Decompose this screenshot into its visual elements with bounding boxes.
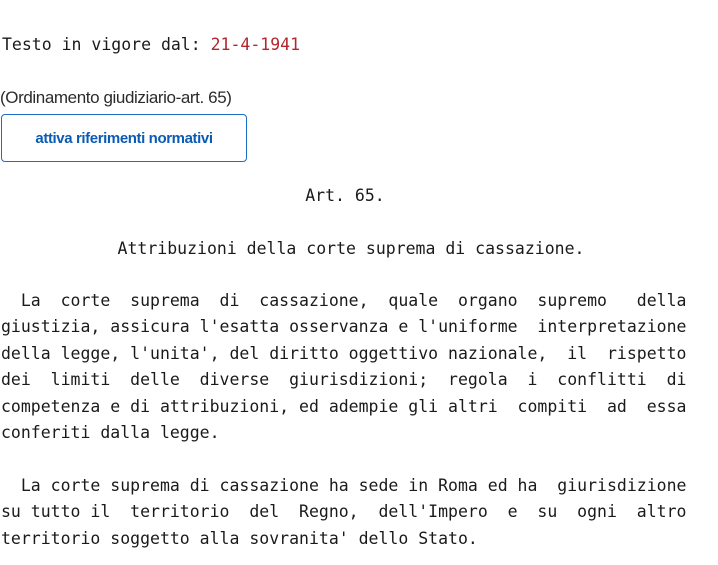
- activate-references-button[interactable]: attiva riferimenti normativi: [1, 114, 247, 162]
- paragraph-line: della legge, l'unita', del diritto oggettivo nazionale, il rispetto: [1, 343, 687, 363]
- paragraph-line: La corte suprema di cassazione ha sede in Roma ed ha giurisdizione: [1, 476, 687, 495]
- paragraph-line: competenza e di attribuzioni, ed adempie gli altri compiti ad essa: [1, 396, 687, 416]
- article-number: Art. 65.: [305, 186, 385, 205]
- paragraph-line: dei limiti delle diverse giurisdizioni; regola i conflitti di: [1, 370, 687, 390]
- in-force-date: 21-4-1941: [210, 35, 301, 54]
- in-force-label: Testo in vigore dal:: [2, 35, 211, 54]
- paragraph-line: territorio soggetto alla sovranita' dello Stato.: [1, 528, 478, 548]
- paragraph-line: conferiti dalla legge.: [1, 422, 220, 442]
- paragraph-line: su tutto il territorio del Regno, dell'Impero e su ogni altro: [1, 502, 687, 522]
- paragraph-line: giustizia, assicura l'esatta osservanza e l'uniforme interpretazione: [1, 317, 687, 337]
- article-paragraph-1: [1, 290, 702, 448]
- article-rubric: Attribuzioni della corte suprema di cassazione.: [117, 239, 585, 258]
- paragraph-line: La corte suprema di cassazione, quale organo supremo della: [1, 291, 687, 310]
- article-paragraph-2: [1, 475, 702, 554]
- in-force-date-line: [2, 34, 300, 56]
- normative-reference: (Ordinamento giudiziario-art. 65): [0, 88, 232, 107]
